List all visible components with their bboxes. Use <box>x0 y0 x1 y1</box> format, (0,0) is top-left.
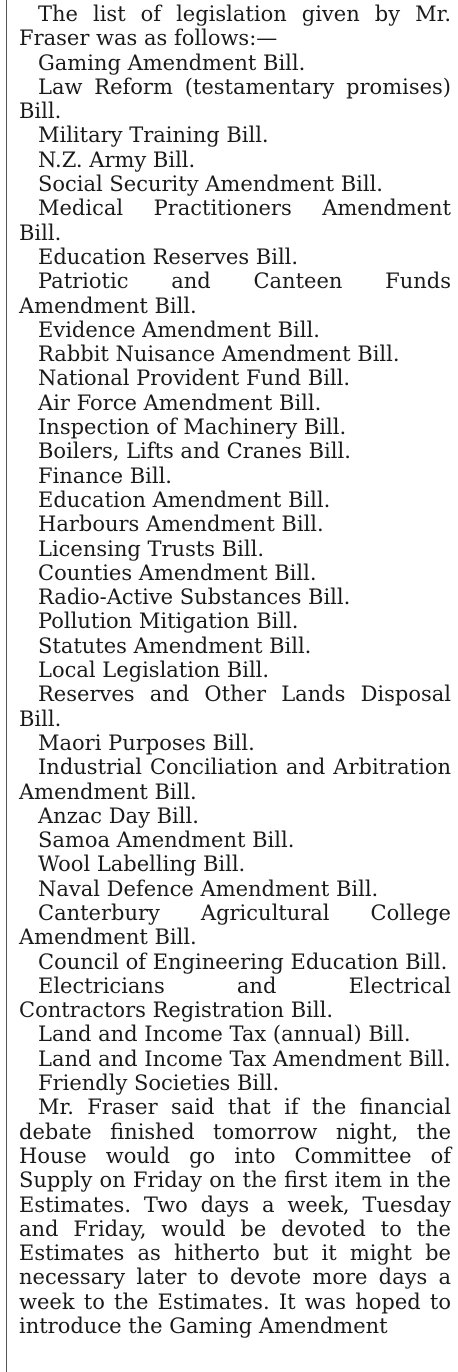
bill-list-item: Local Legislation Bill. <box>38 658 270 683</box>
bill-list-item: Naval Defence Amendment Bill. <box>38 876 379 901</box>
bill-list-item: Samoa Amendment Bill. <box>38 828 295 853</box>
bill-list-item: Land and Income Tax Amendment Bill. <box>38 1046 451 1071</box>
bill-list-item: Medical Practitioners Amendment Bill. <box>19 196 451 245</box>
bill-list-item: Wool Labelling Bill. <box>38 852 246 877</box>
intro-paragraph: The list of legislation given by Mr. Fraser was as follows:— <box>19 2 451 51</box>
bill-list-item: Social Security Amendment Bill. <box>38 172 383 197</box>
bill-list-item: Maori Purposes Bill. <box>38 730 255 755</box>
bill-list-item: Gaming Amendment Bill. <box>38 50 306 75</box>
bill-list-item: Evidence Amendment Bill. <box>38 317 320 342</box>
bill-list-item: Air Force Amendment Bill. <box>38 390 322 415</box>
bill-list-item: Canterbury Agricultural College Amendment Bill. <box>19 900 451 950</box>
article-column <box>6 0 451 1372</box>
bill-list-item: Council of Engineering Education Bill. <box>38 949 448 974</box>
bill-list-item: Industrial Conciliation and Arbitration Amendment Bill. <box>19 755 451 804</box>
bill-list-item: Patriotic and Canteen Funds Amendment Bill. <box>19 269 451 318</box>
bill-list-item: Radio-Active Substances Bill. <box>38 585 351 610</box>
bill-list-item: Finance Bill. <box>38 463 172 488</box>
bill-list-item: Education Reserves Bill. <box>38 244 299 269</box>
bill-list-item: Land and Income Tax (annual) Bill. <box>38 1022 411 1047</box>
bill-list-item: Harbours Amendment Bill. <box>38 512 324 537</box>
bill-list-item: Electricians and Electrical Contractors Registration Bill. <box>19 973 451 1023</box>
bill-list-item: Friendly Societies Bill. <box>38 1071 280 1096</box>
bill-list-item: Boilers, Lifts and Cranes Bill. <box>38 439 351 464</box>
closing-paragraph: Mr. Fraser said that if the financial debate finished tomorrow night, the House would go into Committee of Supply on Friday on the first item in the Estimates. Two days a week, Tuesday and Friday, would be devoted to the Estimates as hitherto but it might be necessary later to devote more days a week to the Estimates. It was hoped to introduce the Gaming Amendment <box>19 1095 451 1339</box>
bill-list-item: Counties Amendment Bill. <box>38 560 317 585</box>
bill-list-item: Statutes Amendment Bill. <box>38 633 312 658</box>
bill-list-item: Rabbit Nuisance Amendment Bill. <box>38 342 400 367</box>
bill-list-item: N.Z. Army Bill. <box>38 147 196 172</box>
bill-list-item: Inspection of Machinery Bill. <box>38 415 347 440</box>
bill-list-item: Pollution Mitigation Bill. <box>38 609 299 634</box>
bill-list <box>7 51 451 1096</box>
bill-list-item: Education Amendment Bill. <box>38 487 331 512</box>
bill-list-item: Licensing Trusts Bill. <box>38 536 265 561</box>
bill-list-item: Military Training Bill. <box>38 123 269 148</box>
bill-list-item: Anzac Day Bill. <box>38 803 199 828</box>
bill-list-item: Law Reform (testamentary promises) Bill. <box>19 74 451 124</box>
bill-list-item: Reserves and Other Lands Disposal Bill. <box>19 682 451 731</box>
bill-list-item: National Provident Fund Bill. <box>38 366 351 391</box>
